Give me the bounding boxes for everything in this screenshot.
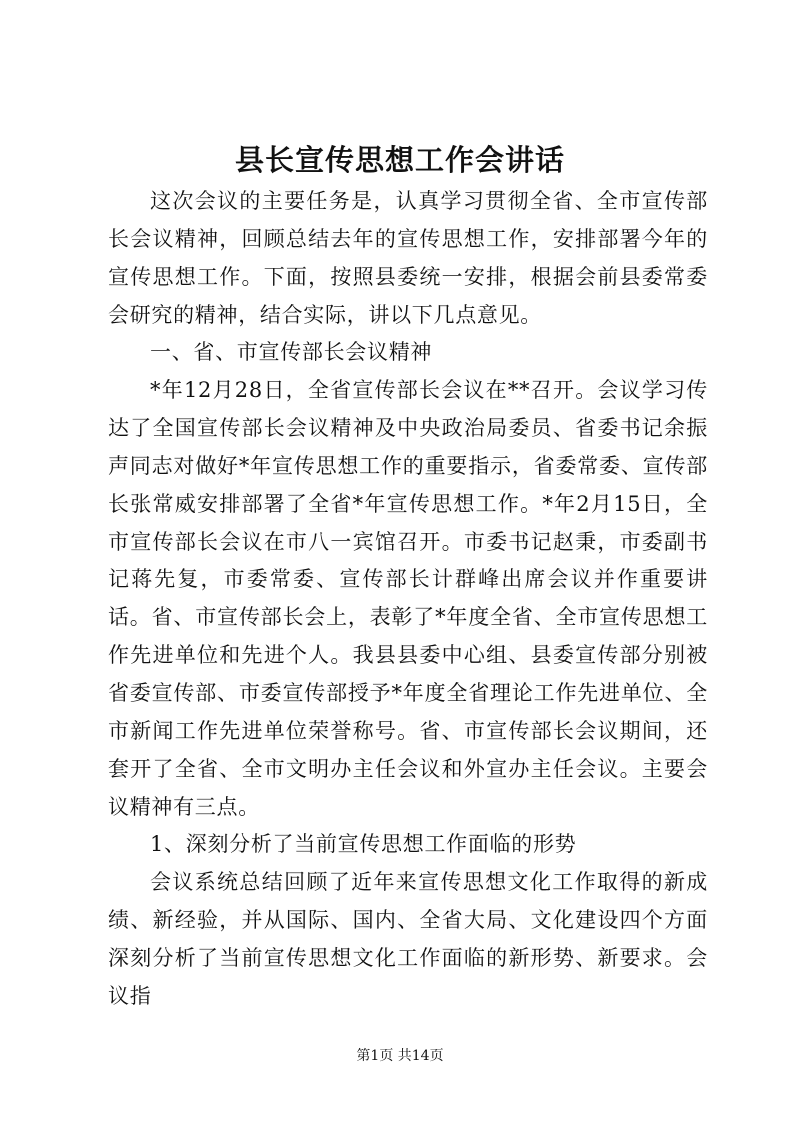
paragraph-intro: 这次会议的主要任务是，认真学习贯彻全省、全市宣传部长会议精神，回顾总结去年的宣传思想工作，安排部署今年的宣传思想工作。下面，按照县委统一安排，根据会前县委常委会研究的精神，结合实际，讲以下几点意见。 <box>108 189 708 327</box>
paragraph-meeting-summary: *年12月28日，全省宣传部长会议在**召开。会议学习传达了全国宣传部长会议精神及中央政治局委员、省委书记余振声同志对做好*年宣传思想工作的重要指示，省委常委、宣传部长张常威安排部署了全省*年宣传思想工作。*年2月15日，全市宣传部长会议在市八一宾馆召开。市委书记赵秉，市委副书记蒋先复，市委常委、宣传部长计群峰出席会议并作重要讲话。省、市宣传部长会上，表彰了*年度全省、全市宣传思想工作先进单位和先进个人。我县县委中心组、县委宣传部分别被省委宣传部、市委宣传部授予*年度全省理论工作先进单位、全市新闻工作先进单位荣誉称号。省、市宣传部长会议期间，还套开了全省、全市文明办主任会议和外宣办主任会议。主要会议精神有三点。 <box>108 378 708 819</box>
document-title: 县长宣传思想工作会讲话 <box>234 143 565 177</box>
paragraph-situation-analysis: 会议系统总结回顾了近年来宣传思想文化工作取得的新成绩、新经验，并从国际、国内、全省大局、文化建设四个方面深刻分析了当前宣传思想文化工作面临的新形势、新要求。会议指 <box>108 870 708 1008</box>
subsection-heading-1: 1、深刻分析了当前宣传思想工作面临的形势 <box>150 832 577 857</box>
section-heading-1: 一、省、市宣传部长会议精神 <box>150 340 433 365</box>
document-body <box>108 183 708 1016</box>
page-number-footer: 第1页 共14页 <box>356 1048 444 1064</box>
